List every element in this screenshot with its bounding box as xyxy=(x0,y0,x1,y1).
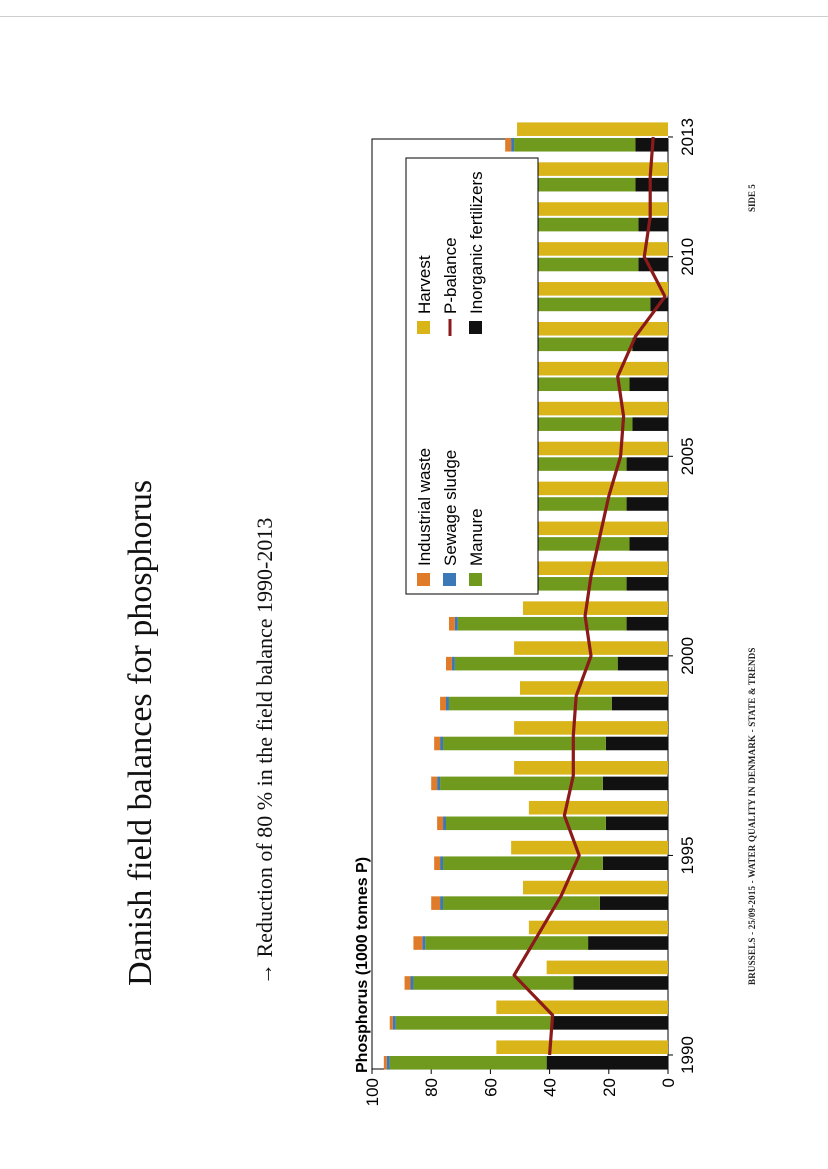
legend-label: Harvest xyxy=(415,255,434,314)
bar-sewage-sludge xyxy=(440,896,443,910)
bar-sewage-sludge xyxy=(440,737,443,751)
bar-harvest xyxy=(496,1001,668,1015)
bar-harvest xyxy=(529,921,668,935)
bar-industrial-waste xyxy=(449,617,455,631)
legend-swatch xyxy=(469,321,482,334)
bar-inorganic-fertilizers xyxy=(547,1056,668,1070)
bar-industrial-waste xyxy=(446,657,452,671)
chart-title: Phosphorus (1000 tonnes P) xyxy=(354,856,371,1073)
legend-swatch xyxy=(417,321,430,334)
bar-inorganic-fertilizers xyxy=(627,457,668,471)
legend-swatch xyxy=(417,573,430,586)
bar-harvest xyxy=(511,841,668,855)
bar-inorganic-fertilizers xyxy=(630,377,668,391)
bar-inorganic-fertilizers xyxy=(588,936,668,950)
bar-sewage-sludge xyxy=(437,777,440,791)
bar-harvest xyxy=(523,881,668,895)
bar-harvest xyxy=(547,961,668,975)
bar-inorganic-fertilizers xyxy=(603,777,668,791)
bar-inorganic-fertilizers xyxy=(638,258,668,272)
bar-inorganic-fertilizers xyxy=(600,896,668,910)
bar-industrial-waste xyxy=(505,138,511,152)
page-number: SIDE 5 xyxy=(747,184,757,212)
bar-sewage-sludge xyxy=(410,976,413,990)
bar-industrial-waste xyxy=(390,1016,393,1030)
y-tick-label: 20 xyxy=(599,1078,619,1097)
slide-subtitle: → Reduction of 80 % in the field balance 1990-2013 xyxy=(252,517,277,985)
bar-sewage-sludge xyxy=(387,1056,390,1070)
bar-manure xyxy=(443,896,600,910)
bar-inorganic-fertilizers xyxy=(606,817,668,831)
bar-manure xyxy=(413,976,573,990)
bar-industrial-waste xyxy=(434,856,440,870)
x-tick-label: 1995 xyxy=(678,836,697,875)
bar-sewage-sludge xyxy=(440,856,443,870)
y-tick-label: 40 xyxy=(540,1078,560,1097)
bar-harvest xyxy=(496,1040,668,1054)
bar-sewage-sludge xyxy=(455,617,458,631)
bar-harvest xyxy=(520,681,668,695)
x-tick-label: 1990 xyxy=(678,1036,697,1074)
bar-harvest xyxy=(523,601,668,615)
slide-footer: BRUSSELS - 25/09-2015 - WATER QUALITY IN DENMARK - STATE & TRENDS xyxy=(747,647,757,985)
x-tick-label: 2013 xyxy=(678,118,697,156)
x-tick-label: 2000 xyxy=(678,636,697,675)
bar-inorganic-fertilizers xyxy=(630,537,668,551)
bar-industrial-waste xyxy=(437,817,443,831)
legend-label: Inorganic fertilizers xyxy=(467,171,486,314)
y-tick-label: 0 xyxy=(659,1078,678,1088)
bar-harvest xyxy=(517,122,668,136)
y-tick-label: 100 xyxy=(363,1078,382,1107)
bar-sewage-sludge xyxy=(393,1016,396,1030)
bar-manure xyxy=(443,737,606,751)
y-tick-label: 60 xyxy=(481,1078,501,1097)
bar-industrial-waste xyxy=(431,777,437,791)
x-tick-label: 2005 xyxy=(678,437,697,476)
bar-harvest xyxy=(514,761,668,775)
legend-label: Sewage sludge xyxy=(441,449,460,566)
bar-manure xyxy=(458,617,627,631)
bar-sewage-sludge xyxy=(422,936,425,950)
bar-inorganic-fertilizers xyxy=(627,617,668,631)
bar-manure xyxy=(396,1016,553,1030)
legend-label: P-balance xyxy=(441,237,460,314)
bar-harvest xyxy=(514,721,668,735)
legend-swatch xyxy=(443,573,456,586)
bar-manure xyxy=(514,138,635,152)
bar-inorganic-fertilizers xyxy=(553,1016,668,1030)
bar-harvest xyxy=(523,362,668,376)
bar-inorganic-fertilizers xyxy=(627,497,668,511)
bar-inorganic-fertilizers xyxy=(632,338,668,352)
bar-inorganic-fertilizers xyxy=(618,657,668,671)
legend xyxy=(406,158,538,594)
y-axis xyxy=(363,1069,678,1106)
y-tick-label: 80 xyxy=(422,1078,442,1097)
bar-manure xyxy=(446,817,606,831)
bar-sewage-sludge xyxy=(446,697,449,711)
bar-inorganic-fertilizers xyxy=(638,218,668,232)
bar-industrial-waste xyxy=(440,697,446,711)
bar-industrial-waste xyxy=(384,1056,387,1070)
bar-harvest xyxy=(523,522,668,536)
legend-label: Manure xyxy=(467,508,486,566)
bar-harvest xyxy=(529,561,668,575)
legend-swatch xyxy=(469,573,482,586)
bar-manure xyxy=(440,777,603,791)
bar-manure xyxy=(455,657,618,671)
bar-industrial-waste xyxy=(431,896,440,910)
bar-inorganic-fertilizers xyxy=(603,856,668,870)
x-axis xyxy=(668,118,697,1074)
bar-inorganic-fertilizers xyxy=(606,737,668,751)
bar-manure xyxy=(425,936,588,950)
bar-harvest xyxy=(523,402,668,416)
bar-inorganic-fertilizers xyxy=(573,976,668,990)
bar-harvest xyxy=(529,801,668,815)
bar-industrial-waste xyxy=(413,936,422,950)
bar-inorganic-fertilizers xyxy=(627,577,668,591)
bar-inorganic-fertilizers xyxy=(612,697,668,711)
bar-industrial-waste xyxy=(405,976,411,990)
bar-manure xyxy=(523,298,650,312)
bar-sewage-sludge xyxy=(511,138,514,152)
legend-label: Industrial waste xyxy=(415,447,434,566)
bar-industrial-waste xyxy=(434,737,440,751)
slide-title: Danish field balances for phosphorus xyxy=(122,479,159,986)
x-tick-label: 2010 xyxy=(678,237,697,276)
bar-harvest xyxy=(517,442,668,456)
bar-inorganic-fertilizers xyxy=(632,417,668,431)
bar-manure xyxy=(390,1056,547,1070)
bar-sewage-sludge xyxy=(443,817,446,831)
bar-harvest xyxy=(523,482,668,496)
bar-sewage-sludge xyxy=(452,657,455,671)
bar-manure xyxy=(449,697,612,711)
